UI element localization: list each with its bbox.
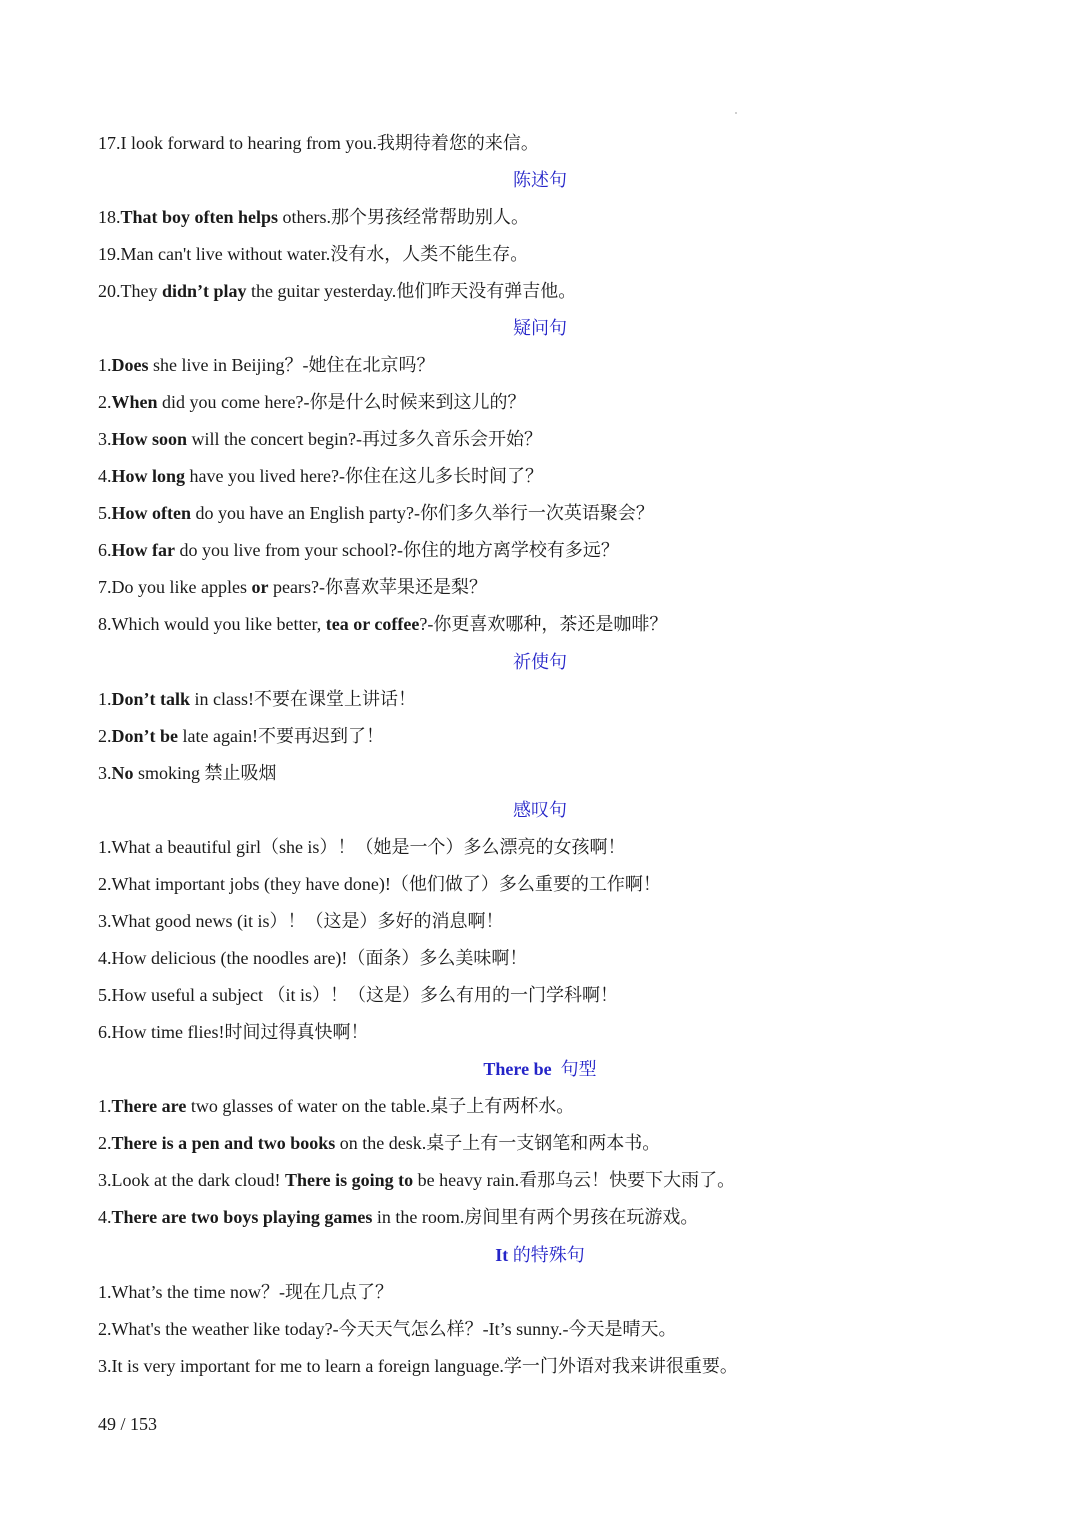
heading-statement: 陈述句 [513,170,567,190]
sentence-17: 17.I look forward to hearing from you.我期待着您的来信。 [98,133,539,153]
heading-it-special: It 的特殊句 [495,1245,585,1265]
scan-speck [735,112,737,114]
there-be-4: 4.There are two boys playing games in the room.房间里有两个男孩在玩游戏。 [98,1207,699,1227]
sentence-20: 20.They didn’t play the guitar yesterday.他们昨天没有弹吉他。 [98,281,577,301]
question-7: 7.Do you like apples or pears?-你喜欢苹果还是梨？ [98,577,487,597]
exclamatory-4: 4.How delicious (the noodles are)!（面条）多么美味啊！ [98,948,528,968]
question-8: 8.Which would you like better, tea or coffee?-你更喜欢哪种，茶还是咖啡？ [98,614,668,634]
sentence-19: 19.Man can't live without water.没有水，人类不能生存。 [98,244,529,264]
heading-question: 疑问句 [513,318,567,338]
exclamatory-3: 3.What good news (it is）！（这是）多好的消息啊！ [98,911,504,931]
exclamatory-2: 2.What important jobs (they have done)!（他们做了）多么重要的工作啊！ [98,874,661,894]
question-5: 5.How often do you have an English party?-你们多久举行一次英语聚会？ [98,503,654,523]
there-be-2: 2.There is a pen and two books on the desk.桌子上有一支钢笔和两本书。 [98,1133,661,1153]
exclamatory-6: 6.How time flies!时间过得真快啊！ [98,1022,369,1042]
question-1: 1.Does she live in Beijing？-她住在北京吗？ [98,355,435,375]
imperative-2: 2.Don’t be late again!不要再迟到了！ [98,726,384,746]
it-special-2: 2.What's the weather like today?-今天天气怎么样？-It’s sunny.-今天是晴天。 [98,1319,677,1339]
imperative-1: 1.Don’t talk in class!不要在课堂上讲话！ [98,689,416,709]
it-special-3: 3.It is very important for me to learn a foreign language.学一门外语对我来讲很重要。 [98,1356,738,1376]
heading-exclamatory: 感叹句 [513,800,567,820]
exclamatory-1: 1.What a beautiful girl（she is）！（她是一个）多么漂亮的女孩啊！ [98,837,626,857]
question-4: 4.How long have you lived here?-你住在这儿多长时间了？ [98,466,543,486]
it-special-1: 1.What’s the time now？-现在几点了？ [98,1282,393,1302]
heading-imperative: 祈使句 [513,652,567,672]
question-6: 6.How far do you live from your school?-你住的地方离学校有多远？ [98,540,619,560]
page-number: 49 / 153 [98,1414,158,1434]
there-be-3: 3.Look at the dark cloud! There is going to be heavy rain.看那乌云！快要下大雨了。 [98,1170,736,1190]
there-be-1: 1.There are two glasses of water on the table.桌子上有两杯水。 [98,1096,575,1116]
imperative-3: 3.No smoking 禁止吸烟 [98,763,277,783]
heading-there-be: There be 句型 [483,1059,597,1079]
question-3: 3.How soon will the concert begin?-再过多久音乐会开始？ [98,429,542,449]
sentence-18: 18.That boy often helps others.那个男孩经常帮助别人。 [98,207,530,227]
question-2: 2.When did you come here?-你是什么时候来到这儿的？ [98,392,526,412]
exclamatory-5: 5.How useful a subject （it is）！（这是）多么有用的一门学科啊！ [98,985,618,1005]
